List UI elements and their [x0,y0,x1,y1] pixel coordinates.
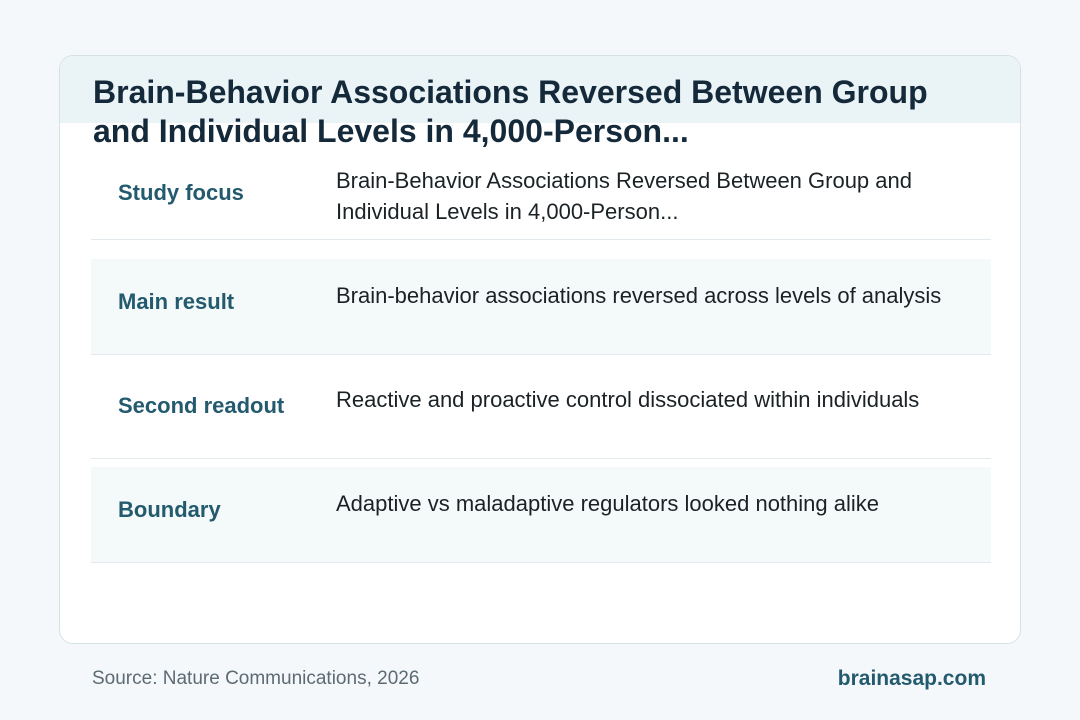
table-row-boundary [91,467,991,563]
row-label-boundary: Boundary [118,497,221,522]
row-label-study-focus: Study focus [118,180,244,205]
table-row-study-focus [91,144,991,240]
row-value-second-readout: Reactive and proactive control dissociated within individuals [336,387,920,412]
table-row-main-result [91,259,991,355]
row-value-main-result: Brain-behavior associations reversed across levels of analysis [336,283,942,308]
table-row-second-readout [91,363,991,459]
card-title: Brain-Behavior Associations Reversed Between Group and Individual Levels in 4,000-Person... [93,74,928,149]
row-value-boundary: Adaptive vs maladaptive regulators looked nothing alike [336,491,879,516]
row-label-main-result: Main result [118,289,235,314]
row-label-second-readout: Second readout [118,393,285,418]
brand-link[interactable]: brainasap.com [837,667,986,690]
summary-card [59,55,1021,644]
row-value-study-focus: Brain-Behavior Associations Reversed Between Group and Individual Levels in 4,000-Person... [336,168,912,224]
source-citation: Source: Nature Communications, 2026 [92,668,420,689]
